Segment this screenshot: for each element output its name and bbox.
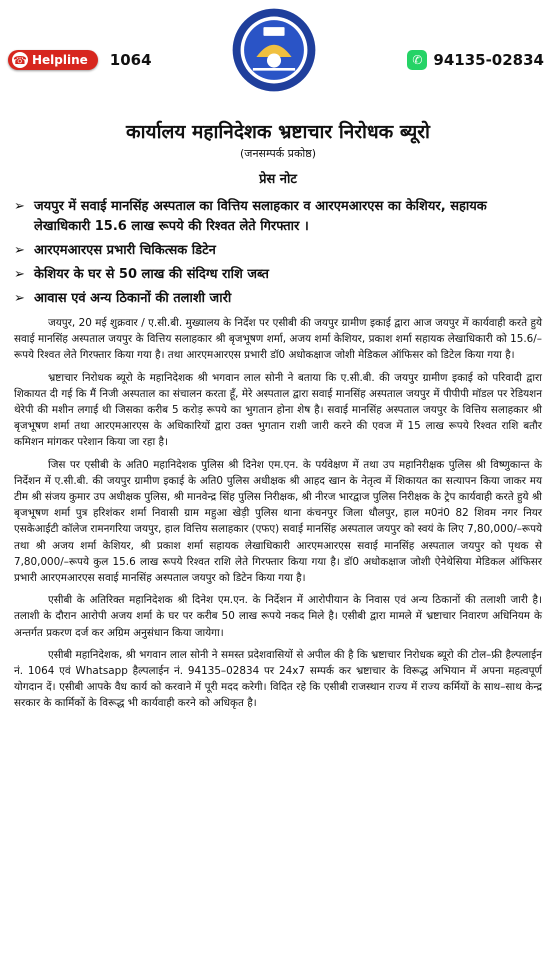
header [0,0,556,110]
whatsapp-block [407,50,544,70]
office-subtitle: (जनसम्पर्क प्रकोष्ठ) [239,147,317,160]
press-note-heading: प्रेस नोट [259,172,297,187]
helpline-block [8,50,152,70]
arrow-icon: ➢ [14,267,25,282]
bullet-item: ➢ आरएमआरएस प्रभारी चिकित्सक डिटेन [14,241,534,261]
paragraph-complaint: भ्रष्टाचार निरोधक ब्यूरो के महानिदेशक श्री भगवान लाल सोनी ने बताया कि ए.सी.बी. की जयपुर ग्रामीण इकाई को परिवादी द्वारा शिकायत दी गई कि मैं निजी अस्पताल का संचालन करता हूँ, मेरे अस्पताल द्वारा सवाई मानसिंह अस्पताल जयपुर में पीपीपी मॉडल पर रेडियशन थेरेपी की मशीन लगाई थी जिसका करीब 5 करोड़ रूपये का भुगतान होना शेष है। सवाई मानसिंह अस्पताल जयपुर के वित्तिय सलाहकार श्री बृजभूषण शर्मा तथा आरएमआरएस के अधिकारियों द्वारा उक्त भुगतान राशी जारी करने की एवज में 15 लाख रूपये रिश्वत राशि बतौर कमिशन मांगकर परेशान किया जा रहा है। [14,371,542,449]
arrow-icon: ➢ [14,243,25,258]
paragraph-appeal: एसीबी महानिदेशक, श्री भगवान लाल सोनी ने समस्त प्रदेशवासियों से अपील की है कि भ्रष्टाचार निरोधक ब्यूरो की टोल–फ्री हैल्पलाईन नं. 1064 एवं Whatsapp हैल्पलाईन नं. 94135–02834 पर 24x7 सम्पर्क कर भ्रष्टाचार के विरूद्ध अभियान में अपना महत्वपूर्ण योगदान दें। एसीबी आपके वैध कार्य को करवाने में पूरी मदद करेगी। विदित रहे कि एसीबी राजस्थान राज्य में राज्य कर्मियों के साथ–साथ केन्द्र सरकार के कार्मिकों के विरूद्ध भी कार्यवाही करने को अधिकृत है। [14,648,542,710]
helpline-number: 1064 [109,51,152,69]
paragraph-search: एसीबी के अतिरिक्त महानिदेशक श्री दिनेश एम.एन. के निर्देशन में आरोपीयान के निवास एवं अन्य ठिकानों की तलाशी जारी है। तलाशी के दौरान आरोपी अजय शर्मा के घर पर करीब 50 लाख रूपये नकद मिले है। एसीबी द्वारा मामले में भ्रष्टाचार निवारण अधिनियम के अन्तर्गत प्रकरण दर्ज कर अग्रिम अनुसंधान किया जायेगा। [14,594,542,639]
arrow-icon: ➢ [14,291,25,306]
paragraph-trap: जिस पर एसीबी के अति0 महानिदेशक पुलिस श्री दिनेश एम.एन. के पर्यवेक्षण में तथा उप महानिरीक्षक पुलिस श्री विष्णुकान्त के निर्देशन में ए.सी.बी. की जयपुर ग्रामीण इकाई के अति0 पुलिस अधीक्षक श्री आहद खान के नेतृत्व में शिकायत का सत्यापन किया जाकर मय टीम श्री संजय कुमार उप अधीक्षक पुलिस, श्री मानवेन्द्र सिंह पुलिस निरीक्षक, श्री नीरज भारद्वाज पुलिस निरीक्षक के ट्रेप कार्यवाही करते हुये श्री बृजभूषण शर्मा पुत्र हरिशंकर शर्मा निवासी ग्राम महुआ खेड़ी पुलिस थाना कंचनपुर जिला धौलपुर, हाल म0नं0 82 शिवम नगर नियर एसकेआईटी कॉलेज रामनगरिया जयपुर, हाल वित्तिय सलाहकार (एफए) सवाई मानसिंह अस्पताल जयपुर को स्वयं के लिए 7,80,000/–रूपये तथा श्री अजय शर्मा केशियर, श्री प्रकाश शर्मा सहायक लेखाधिकारी आरएमआरएस सवाई मानसिंह अस्पताल जयपुर को पृथक से 7,80,000/–रूपये कुल 15.6 लाख रूपये रिश्वत राशि लेते गिरफ्तार किया गया है। डॉ0 अधोकक्षाज जोशी ऐनेथेसिया मेडिकल ऑफिसर प्रभारी आरएमआरएस सवाई मानसिंह अस्पताल जयपुर को डिटेन किया गया है। [14,458,542,585]
acb-emblem-icon [230,6,318,94]
helpline-label: Helpline [32,53,88,67]
bullet-item: ➢ जयपुर में सवाई मानसिंह अस्पताल का वित्तिय सलाहकार व आरएमआरएस का केशियर, सहायक लेखाधिकारी 15.6 लाख रूपये की रिश्वत लेते गिरफ्तार । [14,197,534,237]
bullet-item: ➢ केशियर के घर से 50 लाख की संदिग्ध राशि जब्त [14,265,534,285]
whatsapp-number: 94135-02834 [433,51,544,69]
phone-icon: ☎ [13,53,27,67]
helpline-badge [8,50,98,70]
arrow-icon: ➢ [14,199,25,214]
office-title: कार्यालय महानिदेशक भ्रष्टाचार निरोधक ब्यूरो [126,121,430,143]
paragraph-intro: जयपुर, 20 मई शुक्रवार / ए.सी.बी. मुख्यालय के निर्देश पर एसीबी की जयपुर ग्रामीण इकाई द्वारा आज जयपुर में कार्यवाही करते हुये सवाई मानसिंह अस्पताल जयपुर के वित्तिय सलाहकार श्री बृजभूषण शर्मा, अजय शर्मा केशियर, प्रकाश शर्मा सहायक लेखाधिकारी को 15.6/–रूपये रिश्वत लेते गिरफ्तार किया गया है। तथा आरएमआरएस प्रभारी डॉ0 अधोकक्षाज जोशी मेडिकल ऑफिसर को डिटेल किया गया है। [14,317,542,362]
whatsapp-icon: ✆ [407,50,427,70]
bullet-item: ➢ आवास एवं अन्य ठिकानों की तलाशी जारी [14,289,534,309]
headline-bullets [14,197,534,309]
